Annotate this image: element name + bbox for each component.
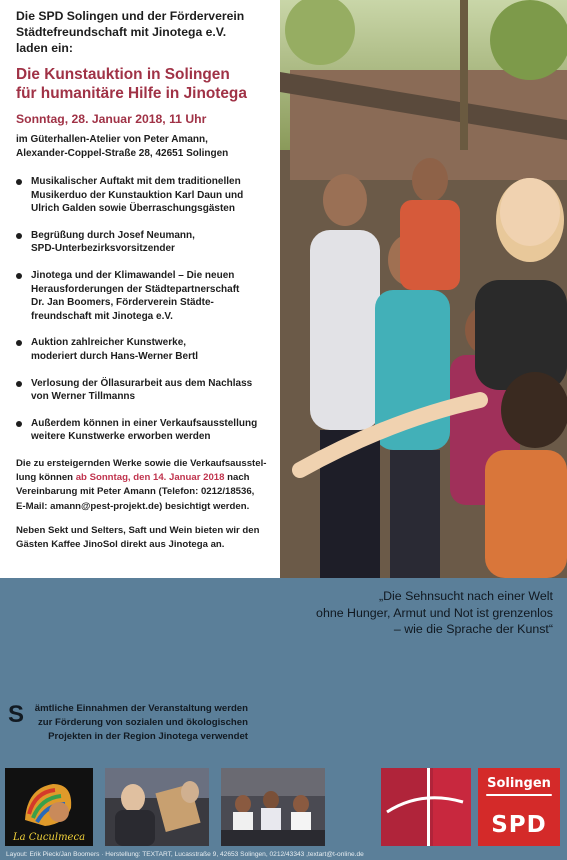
- program-item: [16, 377, 278, 404]
- program-line: SPD-Unterbezirksvorsitzender: [31, 243, 175, 255]
- cuculmeca-logo-text: La Cuculmeca: [12, 832, 86, 843]
- intro-line: laden ein:: [16, 41, 73, 55]
- program-line: Verlosung der Öllasurarbeit aus dem Nachlass: [31, 377, 253, 389]
- auction-photo-thumbnail: [105, 768, 209, 846]
- program-item: [16, 229, 278, 256]
- spd-logo-underline: [486, 794, 552, 796]
- invitation-intro: [16, 8, 278, 56]
- proceeds-line: Projekten in der Region Jinotega verwendet: [48, 731, 248, 742]
- event-title: [16, 65, 278, 103]
- auction-photo-graphic: [105, 768, 209, 846]
- proceeds-line: zur Förderung von sozialen und ökologischen: [37, 717, 248, 728]
- refreshments-line: Neben Sekt und Selters, Saft und Wein bieten wir den: [16, 524, 260, 536]
- program-item: [16, 417, 278, 444]
- program-item: [16, 269, 278, 323]
- program-line: Herausforderungen der Städtepartnerschaft: [31, 283, 240, 295]
- program-line: Begrüßung durch Josef Neumann,: [31, 229, 195, 241]
- viewing-line: Die zu ersteigernden Werke sowie die Verkaufsausstel-: [16, 457, 267, 469]
- program-line: von Werner Tillmanns: [31, 391, 136, 403]
- cuculmeca-logo-graphic: [5, 768, 93, 846]
- title-line: für humanitäre Hilfe in Jinotega: [16, 85, 247, 102]
- viewing-text: nach: [224, 472, 250, 484]
- flyer-bottom-band: [0, 578, 567, 860]
- title-line: Die Kunstauktion in Solingen: [16, 66, 230, 83]
- viewing-line: [16, 471, 278, 485]
- spd-letters: SPD: [491, 812, 547, 838]
- spd-city-name: Solingen: [487, 776, 551, 791]
- bullet-icon: [16, 273, 22, 279]
- refreshments-line: Gästen Kaffee JinoSol direkt aus Jinotega an.: [16, 538, 225, 550]
- program-line: Musikalischer Auftakt mit dem traditionellen: [31, 176, 241, 187]
- program-item: [16, 175, 278, 216]
- program-line: Dr. Jan Boomers, Förderverein Städte-: [31, 297, 214, 309]
- spd-solingen-logo: [478, 768, 560, 846]
- event-venue: [16, 133, 278, 160]
- program-line: Ulrich Galden sowie Überraschungsgästen: [31, 203, 235, 215]
- viewing-text: lung können: [16, 472, 76, 484]
- viewing-line: E-Mail: amann@pest-projekt.de) besichtigt werden.: [16, 500, 250, 512]
- quote-line: – wie die Sprache der Kunst“: [393, 622, 553, 636]
- program-line: Auktion zahlreicher Kunstwerke,: [31, 337, 187, 349]
- classroom-photo-thumbnail: [221, 768, 325, 846]
- intro-line: Die SPD Solingen und der Förderverein: [16, 9, 245, 23]
- imprint-footer: Layout: Erik Pieck/Jan Boomers · Herstellung: TEXTART, Lucasstraße 9, 42653 Solingen, 0212/43343 ,textart@t-online.de: [6, 851, 364, 858]
- art-quote: [253, 588, 553, 638]
- bullet-icon: [16, 421, 22, 427]
- bullet-icon: [16, 340, 22, 346]
- venue-line: Alexander-Coppel-Straße 28, 42651 Solingen: [16, 147, 229, 159]
- program-list: [16, 175, 278, 444]
- viewing-line: Vereinbarung mit Peter Amann (Telefon: 0212/18536,: [16, 486, 255, 498]
- event-photo: [280, 0, 567, 578]
- proceeds-statement: [8, 702, 248, 744]
- partnership-logo-graphic: [381, 768, 471, 846]
- quote-line: ohne Hunger, Armut und Not ist grenzenlos: [316, 605, 553, 620]
- quote-line: „Die Sehnsucht nach einer Welt: [378, 589, 553, 603]
- photo-illustration: [280, 0, 567, 578]
- bullet-icon: [16, 179, 22, 185]
- refreshments-paragraph: [16, 524, 278, 552]
- bullet-icon: [16, 381, 22, 387]
- program-item: [16, 336, 278, 363]
- viewing-date-highlight: ab Sonntag, den 14. Januar 2018: [75, 472, 225, 484]
- program-line: Musikerduo der Kunstauktion Karl Daun und: [31, 189, 244, 201]
- program-line: Außerdem können in einer Verkaufsausstellung: [31, 417, 258, 429]
- classroom-photo-graphic: [221, 768, 325, 846]
- viewing-paragraph: [16, 457, 278, 514]
- proceeds-line: ämtliche Einnahmen der Veranstaltung werden: [34, 703, 248, 714]
- intro-line: Städtefreundschaft mit Jinotega e.V.: [16, 25, 227, 39]
- event-date: Sonntag, 28. Januar 2018, 11 Uhr: [16, 112, 207, 126]
- la-cuculmeca-logo: [5, 768, 93, 846]
- venue-line: im Güterhallen-Atelier von Peter Amann,: [16, 134, 208, 145]
- invitation-text-column: [16, 8, 278, 552]
- bullet-icon: [16, 233, 22, 239]
- program-line: moderiert durch Hans-Werner Bertl: [31, 350, 199, 362]
- program-line: freundschaft mit Jinotega e.V.: [31, 310, 173, 322]
- drop-cap: S: [8, 701, 25, 728]
- program-line: Jinotega und der Klimawandel – Die neuen: [31, 269, 235, 281]
- partnership-logo: [381, 768, 471, 846]
- program-line: weitere Kunstwerke erworben werden: [31, 431, 211, 443]
